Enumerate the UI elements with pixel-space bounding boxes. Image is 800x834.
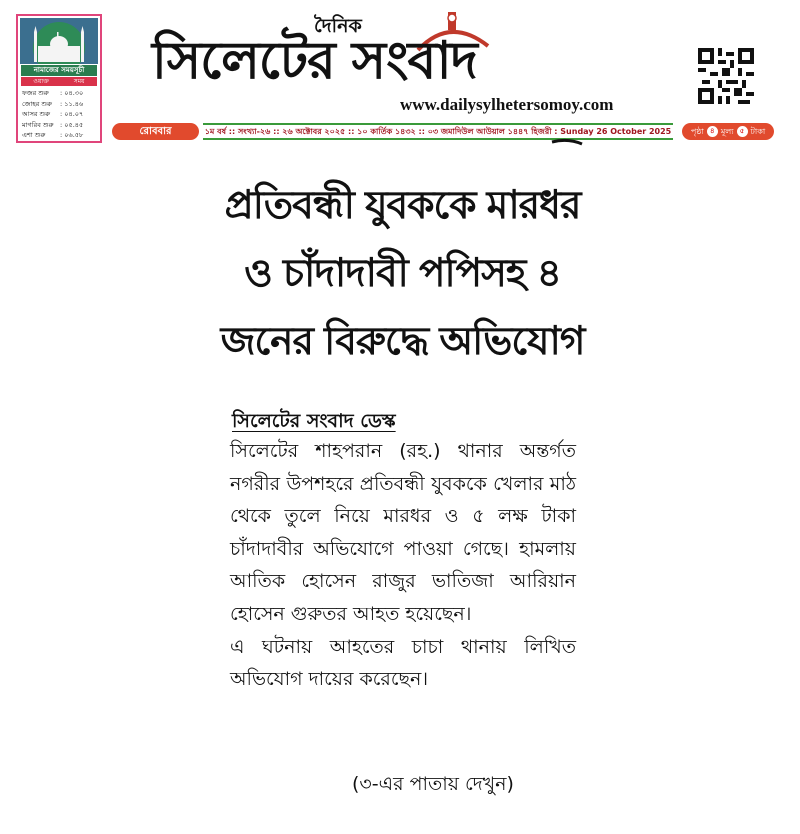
article-paragraph: সিলেটের শাহপরান (রহ.) থানার অন্তর্গত নগরীর উপশহরে প্রতিবন্ধী যুবককে খেলার মাঠ থেকে তুলে নিয়ে মারধর ও ৫ লক্ষ টাকা চাঁদাদাবীর অভিযোগে পাওয়া গেছে। হামলায় আতিক হোসেন রাজুর ভাতিজা আরিয়ান হোসেন গুরুতর আহত হয়েছেন। (230, 440, 576, 625)
prayer-time: : ০৬.৫৮ (60, 131, 84, 139)
prayer-title: নামাজের সময়সূচী (21, 65, 97, 76)
qr-code-icon (698, 48, 754, 104)
page-price-badge (682, 123, 774, 140)
prayer-name: এশা শুরু (22, 131, 46, 139)
price-label: মূল্য (720, 127, 734, 136)
prayer-time: : ০৪.০৭ (60, 110, 84, 118)
prayer-times-box (16, 14, 102, 143)
prayer-time: : ১১.৪৬ (60, 99, 84, 108)
headline-line: প্রতিবন্ধী যুবককে মারধর (224, 183, 581, 228)
prayer-name: মাগরিব শুরু (22, 120, 54, 129)
prayer-name: ফজর শুরু (22, 89, 49, 97)
prayer-row (22, 130, 98, 141)
headline-line: জনের বিরুদ্ধে অভিযোগ (220, 319, 585, 364)
headline-line: ও চাঁদাদাবী পপিসহ ৪ (244, 251, 561, 296)
prayer-time: : ০৫.৪৫ (60, 120, 84, 129)
daily-label: দৈনিক (314, 15, 362, 37)
col-waqt: ওয়াক্ত (33, 78, 49, 85)
website-link[interactable]: www.dailysylhetersomoy.com (400, 95, 614, 114)
day-badge: রোববার (112, 123, 199, 140)
article-paragraph: এ ঘটনায় আহতের চাচা থানায় লিখিত অভিযোগ দায়ের করেছেন। (230, 635, 576, 691)
paper-name: সিলেটের সংবাদ (152, 31, 477, 91)
article-body (230, 435, 576, 696)
prayer-row (22, 88, 98, 99)
article-headline (205, 172, 600, 376)
col-time: সময় (73, 78, 85, 85)
prayer-time: : ০৪.৩০ (60, 89, 84, 97)
prayer-row (22, 120, 98, 131)
prayer-rows (22, 88, 98, 141)
price-number: ৫ (737, 126, 748, 137)
prayer-header (21, 77, 97, 86)
continue-note: (৩-এর পাতায় দেখুন) (352, 773, 514, 795)
mosque-icon (20, 18, 98, 64)
fold-mark-icon (548, 138, 588, 158)
prayer-row (22, 109, 98, 120)
article-byline: সিলেটের সংবাদ ডেস্ক (232, 410, 396, 432)
issue-info-bar: ১ম বর্ষ :: সংখ্যা-২৬ :: ২৬ অক্টোবর ২০২৫ :: ১০ কার্তিক ১৪৩২ :: ০৩ জমাদিউল আউয়াল ১৪৪৭ হিজরী : Sunday 26 October 2025 (203, 123, 673, 140)
prayer-row (22, 99, 98, 110)
currency-label: টাকা (750, 127, 766, 136)
page-label: পৃষ্ঠা (690, 127, 704, 136)
prayer-name: আসর শুরু (22, 110, 51, 118)
prayer-name: জোহর শুরু (22, 99, 52, 108)
page-number: ৪ (707, 126, 718, 137)
